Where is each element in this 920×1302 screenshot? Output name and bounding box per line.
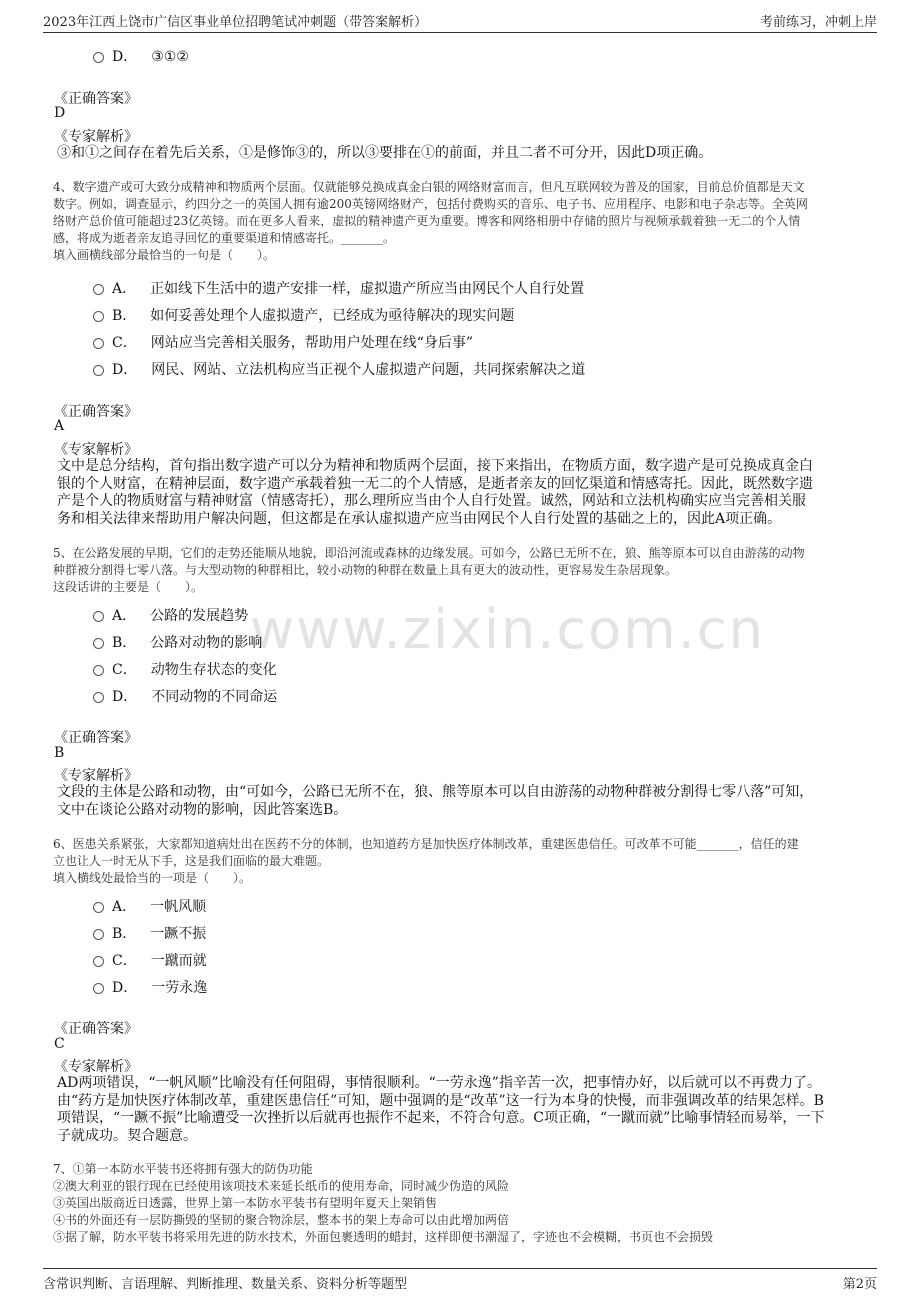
analysis-line: AD两项错误，“一帆风顺”比喻没有任何阻碍，事情很顺利。“一劳永逸”指辛苦一次，把事情办好，以后就可以不再费力了。	[57, 1075, 821, 1091]
page-number: 第2页	[842, 1277, 877, 1292]
analysis-text	[57, 1075, 824, 1145]
option-key: C．	[112, 953, 137, 969]
answer-label: 《正确答案》	[54, 730, 138, 746]
header-slogan: 考前练习，冲刺上岸	[759, 15, 877, 30]
answer-label: 《正确答案》	[54, 91, 138, 107]
option-key: D．	[112, 362, 138, 378]
option-q6-c[interactable]	[93, 950, 207, 970]
analysis-label: 《专家解析》	[54, 129, 138, 145]
analysis-line: 产是个人的物质财富与精神财富（情感寄托），那么理所应当由个人自行处置。诚然，网站和立法机构确实应当完善相关服	[57, 493, 806, 509]
option-text: 网民、网站、立法机构应当正视个人虚拟遗产问题，共同探索解决之道	[151, 362, 586, 378]
stem-line: ②澳大利亚的银行现在已经使用该项技术来延长纸币的使用寿命，同时减少伪造的风险	[53, 1179, 510, 1193]
option-q6-b[interactable]	[93, 923, 206, 943]
radio-icon[interactable]	[93, 638, 104, 649]
radio-icon[interactable]	[93, 956, 104, 967]
question-stem	[53, 179, 808, 264]
stem-line: 4、数字遗产或可大致分成精神和物质两个层面。仅就能够兑换成真金白银的网络财富而言，但凡互联网较为普及的国家，目前总价值都是天文	[53, 180, 805, 194]
option-q6-a[interactable]	[93, 896, 206, 916]
stem-line: 填入横线处最恰当的一项是（ ）。	[53, 871, 252, 885]
option-text: 网站应当完善相关服务，帮助用户处理在线“身后事”	[150, 335, 474, 351]
option-q3-d[interactable]	[93, 46, 189, 66]
option-key: D．	[112, 980, 138, 996]
analysis-text	[57, 784, 813, 819]
option-key: D．	[112, 689, 138, 705]
radio-icon[interactable]	[93, 311, 104, 322]
option-text: 不同动物的不同命运	[151, 689, 278, 705]
option-text: 一蹶不振	[150, 926, 207, 942]
stem-line: 6、医患关系紧张，大家都知道病灶出在医药不分的体制，也知道药方是加快医疗体制改革，重建医患信任。可改革不可能_______，信任的建	[53, 837, 799, 851]
page-header	[43, 0, 877, 33]
analysis-line: 文中在谈论公路对动物的影响，因此答案选B。	[57, 801, 348, 818]
analysis-text	[57, 458, 813, 528]
option-q4-c[interactable]	[93, 332, 473, 352]
radio-icon[interactable]	[93, 365, 104, 376]
question-stem	[53, 545, 805, 596]
option-q5-c[interactable]	[93, 659, 277, 679]
option-q5-d[interactable]	[93, 686, 277, 706]
analysis-line: 项错误，“一蹶不振”比喻遭受一次挫折以后就再也振作不起来，不符合句意。C项正确，“一蹴而就”比喻事情轻而易举，一下	[57, 1110, 825, 1126]
option-key: D．	[112, 49, 138, 65]
option-q5-b[interactable]	[93, 632, 262, 652]
analysis-label: 《专家解析》	[54, 768, 138, 784]
option-key: B．	[112, 308, 137, 324]
radio-icon[interactable]	[93, 929, 104, 940]
answer-label: 《正确答案》	[54, 404, 138, 420]
option-text: 正如线下生活中的遗产安排一样，虚拟遗产所应当由网民个人自行处置	[150, 281, 585, 297]
option-key: B．	[112, 635, 137, 651]
option-text: 如何妥善处理个人虚拟遗产，已经成为亟待解决的现实问题	[150, 308, 515, 324]
analysis-line: 由“药方是加快医疗体制改革，重建医患信任”可知，题中强调的是“改革”这一行为本身的快慢，而非强调改革的结果怎样。B	[57, 1092, 824, 1109]
question-stem	[53, 1161, 713, 1246]
stem-line: 7、①第一本防水平装书还将拥有强大的防伪功能	[53, 1162, 313, 1176]
option-text: ③①②	[151, 49, 189, 65]
radio-icon[interactable]	[93, 692, 104, 703]
radio-icon[interactable]	[93, 902, 104, 913]
option-key: A．	[112, 608, 137, 624]
option-q4-a[interactable]	[93, 278, 584, 298]
option-text: 一劳永逸	[151, 980, 208, 996]
analysis-label: 《专家解析》	[54, 1059, 138, 1075]
stem-line: 填入画横线部分最恰当的一句是（ ）。	[53, 248, 276, 262]
stem-line: ④书的外面还有一层防撕毁的坚韧的聚合物涂层，整本书的架上寿命可以由此增加两倍	[53, 1213, 510, 1227]
option-key: A．	[112, 899, 137, 915]
option-key: C．	[112, 335, 137, 351]
analysis-line: 银的个人财富，在精神层面，数字遗产承载着独一无二的个人情感，是逝者亲友的回忆渠道和情感寄托。因此，既然数字遗	[57, 475, 813, 492]
option-text: 动物生存状态的变化	[150, 662, 277, 678]
radio-icon[interactable]	[93, 52, 104, 63]
stem-line: 5、在公路发展的早期，它们的走势还能顺从地貌，即沿河流或森林的边缘发展。可如今，公路已无所不在，狼、熊等原本可以自由游荡的动物	[53, 546, 805, 560]
option-text: 一蹴而就	[150, 953, 207, 969]
stem-line: 种群被分割得七零八落。与大型动物的种群相比，较小动物的种群在数量上具有更大的波动性，更容易发生杂居现象。	[53, 563, 678, 577]
option-key: C．	[112, 662, 137, 678]
stem-line: 这段话讲的主要是（ ）。	[53, 580, 204, 594]
stem-line: 立也让人一时无从下手，这是我们面临的最大难题。	[53, 854, 330, 868]
question-stem	[53, 836, 799, 887]
stem-line: 数字。例如，调查显示，约四分之一的英国人拥有逾200英镑网络财产，包括付费购买的音乐、电子书、应用程序、电影和电子杂志等。全英网	[53, 197, 808, 211]
analysis-line: 文中是总分结构，首句指出数字遗产可以分为精神和物质两个层面，接下来指出，在物质方面，数字遗产是可兑换成真金白	[57, 458, 813, 474]
option-text: 一帆风顺	[150, 899, 207, 915]
option-key: A．	[112, 281, 137, 297]
option-key: B．	[112, 926, 137, 942]
footer-note: 含常识判断、言语理解、判断推理、数量关系、资料分析等题型	[43, 1277, 408, 1292]
radio-icon[interactable]	[93, 338, 104, 349]
watermark: www.zixin.com.cn	[250, 598, 765, 661]
option-q4-d[interactable]	[93, 359, 585, 379]
option-q5-a[interactable]	[93, 605, 248, 625]
stem-line: 感，将成为逝者亲友追寻回忆的重要渠道和情感寄托。_______。	[53, 231, 396, 245]
analysis-line: 务和相关法律来帮助用户解决问题，但这都是在承认虚拟遗产应当由网民个人自行处置的基础之上的，因此A项正确。	[57, 510, 782, 527]
option-text: 公路对动物的影响	[150, 635, 263, 651]
page-footer	[43, 1268, 877, 1299]
answer-value: D	[54, 105, 66, 121]
option-text: 公路的发展趋势	[150, 608, 249, 624]
analysis-line: 文段的主体是公路和动物，由“可如今，公路已无所不在，狼、熊等原本可以自由游荡的动物种群被分割得七零八落”可知，	[57, 784, 814, 800]
option-q4-b[interactable]	[93, 305, 514, 325]
radio-icon[interactable]	[93, 611, 104, 622]
answer-value: B	[54, 745, 65, 761]
answer-value: A	[54, 418, 65, 434]
stem-line: ⑤据了解，防水平装书将采用先进的防水技术，外面包裹透明的蜡封，这样即便书潮湿了，字迹也不会模糊，书页也不会损毁	[53, 1230, 714, 1244]
radio-icon[interactable]	[93, 983, 104, 994]
analysis-text: ③和①之间存在着先后关系，①是修饰③的，所以③要排在①的前面，并且二者不可分开，因此D项正确。	[57, 145, 713, 161]
document-title: 2023年江西上饶市广信区事业单位招聘笔试冲刺题（带答案解析）	[43, 15, 428, 30]
radio-icon[interactable]	[93, 665, 104, 676]
analysis-line: 子就成功。契合题意。	[57, 1127, 197, 1144]
stem-line: ③英国出版商近日透露，世界上第一本防水平装书有望明年夏天上架销售	[53, 1196, 438, 1210]
radio-icon[interactable]	[93, 284, 104, 295]
answer-label: 《正确答案》	[54, 1021, 138, 1037]
option-q6-d[interactable]	[93, 977, 207, 997]
analysis-label: 《专家解析》	[54, 442, 138, 458]
stem-line: 络财产总价值可能超过23亿英镑。而在更多人看来，虚拟的精神遗产更为重要。博客和网络相册中存储的照片与视频承载着独一无二的个人情	[53, 214, 801, 228]
answer-value: C	[54, 1036, 65, 1052]
